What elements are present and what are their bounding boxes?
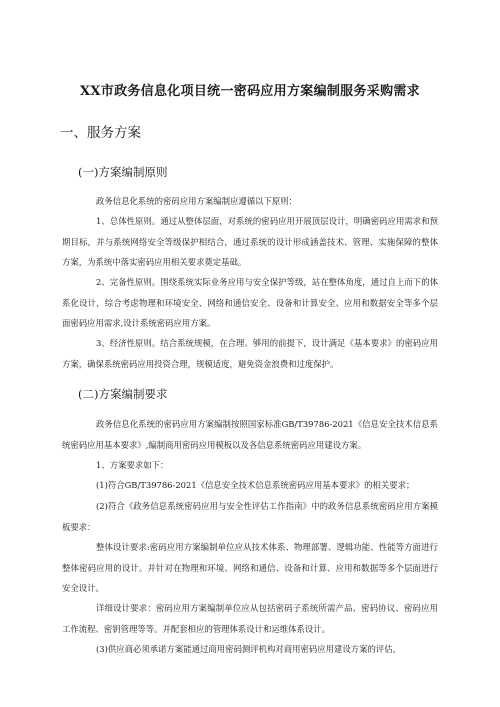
- paragraph: (3)供应商必须承诺方案能通过商用密码测评机构对商用密码应用建设方案的评估，: [96, 644, 401, 654]
- paragraph: 政务信息化系统的密码应用方案编制按照国家标准GB/T39786-2021《信息安全技术信息系统密码应用基本要求》,编制商用密码应用模板以及各信息系统密码应用建设方案。: [62, 419, 438, 450]
- paragraph: (1)符合GB/T39786-2021《信息安全技术信息系统密码应用基本要求》的相关要求；: [96, 480, 415, 490]
- paragraph: 2、完备性原则。围绕系统实际业务应用与安全保护等级，站在整体角度，通过自上而下的体系化设计，综合考虑物理和环境安全、网络和通信安全、设备和计算安全、应用和数据安全等多个层面密码应用需求,设计系统密码应用方案。: [62, 277, 438, 328]
- paragraph: 3、经济性原则。结合系统规模，在合理、够用的前提下，设计满足《基本要求》的密码应用方案，确保系统密码应用投资合理，规模适度，避免资金浪费和过度保护。: [62, 338, 438, 369]
- subsection-heading-principles: (一)方案编制原则: [78, 165, 168, 179]
- document-title: XX市政务信息化项目统一密码应用方案编制服务采购需求: [80, 84, 420, 99]
- paragraph: 整体设计要求:密码应用方案编制单位应从技术体系、物理部署、逻辑功能、性能等方面进行整体密码应用的设计。并针对在物理和环境、网络和通信、设备和计算、应用和数据等多个层面进行安全设计。: [62, 542, 438, 593]
- section-heading-service-plan: 一、服务方案: [60, 125, 141, 141]
- paragraph: (2)符合《政务信息系统密码应用与安全性评估工作指南》中的政务信息系统密码应用方案模板要求：: [62, 501, 438, 532]
- paragraph: 详细设计要求：密码应用方案编制单位应从包括密码子系统所需产品、密码协议、密码应用工作流程、密钥管理等等。并配套相应的管理体系设计和运维体系设计。: [62, 603, 438, 634]
- paragraph: 政务信息化系统的密码应用方案编制应遵循以下原则：: [96, 196, 297, 206]
- paragraph: 1、总体性原则。通过从整体层面，对系统的密码应用开展顶层设计，明确密码应用需求和预期目标，并与系统网络安全等级保护相结合，通过系统的设计形成涵盖技术、管理、实施保障的整体方案，为系统中落实密码应用相关要求奠定基础。: [62, 216, 438, 267]
- paragraph: 1、方案要求如下：: [96, 460, 169, 470]
- subsection-heading-requirements: (二)方案编制要求: [78, 387, 168, 401]
